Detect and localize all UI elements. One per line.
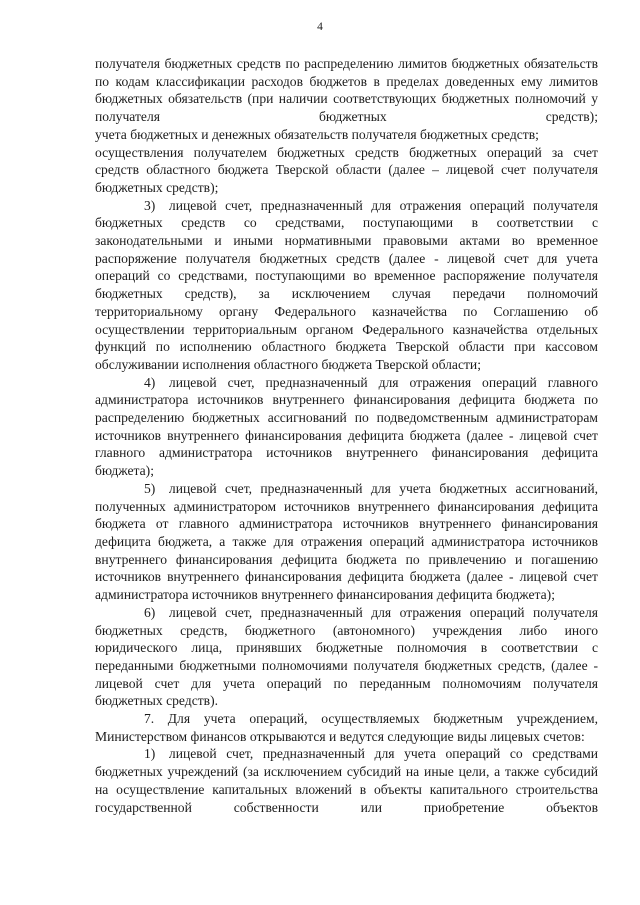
page-number: 4 xyxy=(317,21,323,33)
paragraph-accounting: учета бюджетных и денежных обязательств получателя бюджетных средств; xyxy=(95,126,539,142)
paragraph-item-4: 4) лицевой счет, предназначенный для отражения операций главного администратора источников внутреннего финансирования дефицита бюджета по распределению бюджетных ассигнований по подведомственным администраторам источников внутреннего финансирования дефицита бюджета (далее - лицевой счет главного администратора источников внутреннего финансирования дефицита бюджета); xyxy=(95,374,598,479)
paragraph-section-7: 7. Для учета операций, осуществляемых бюджетным учреждением, Министерством финансов открываются и ведутся следующие виды лицевых счетов: xyxy=(95,711,598,744)
paragraph-item-6: 6) лицевой счет, предназначенный для отражения операций получателя бюджетных средств, бюджетного (автономного) учреждения либо иного юридического лица, принявших бюджетные полномочия в соответствии с переданными бюджетными полномочиями получателя бюджетных средств, (далее - лицевой счет для учета операций по переданным полномочиям получателя бюджетных средств). xyxy=(95,604,598,709)
paragraph-continuation: получателя бюджетных средств по распределению лимитов бюджетных обязательств по кодам классификации расходов бюджетов в пределах доведенных ему лимитов бюджетных обязательств (при наличии соответствующих бюджетных полномочий у получателя бюджетных средств); xyxy=(95,56,598,125)
paragraph-item-3: 3) лицевой счет, предназначенный для отражения операций получателя бюджетных средств со средствами, поступающими в соответствии с законодательными и иными нормативными правовыми актами во временное распоряжение получателя бюджетных средств (далее - лицевой счет для учета операций со средствами, поступающими во временное распоряжение получателя бюджетных средств), за исключением случая передачи полномочий территориальному органу Федерального казначейства по Соглашению об осуществлении территориальным органом Федерального казначейства отдельных функций по исполнению областного бюджета Тверской области при кассовом обслуживании исполнения областного бюджета Тверской области; xyxy=(95,197,598,372)
paragraph-item-5: 5) лицевой счет, предназначенный для учета бюджетных ассигнований, полученных администратором источников внутреннего финансирования дефицита бюджета от главного администратора источников внутреннего финансирования дефицита бюджета, а также для отражения операций администратора источников внутреннего финансирования дефицита бюджета по привлечению и погашению источников внутреннего финансирования дефицита бюджета (далее - лицевой счет администратора источников внутреннего финансирования дефицита бюджета); xyxy=(95,480,598,603)
document-body xyxy=(95,55,598,816)
paragraph-operations: осуществления получателем бюджетных средств бюджетных операций за счет средств областного бюджета Тверской области (далее – лицевой счет получателя бюджетных средств); xyxy=(95,144,598,195)
paragraph-section-7-item-1: 1) лицевой счет, предназначенный для учета операций со средствами бюджетных учреждений (за исключением субсидий на иные цели, а также субсидий на осуществление капитальных вложений в объекты капитального строительства государственной собственности или приобретение объектов xyxy=(95,746,598,815)
